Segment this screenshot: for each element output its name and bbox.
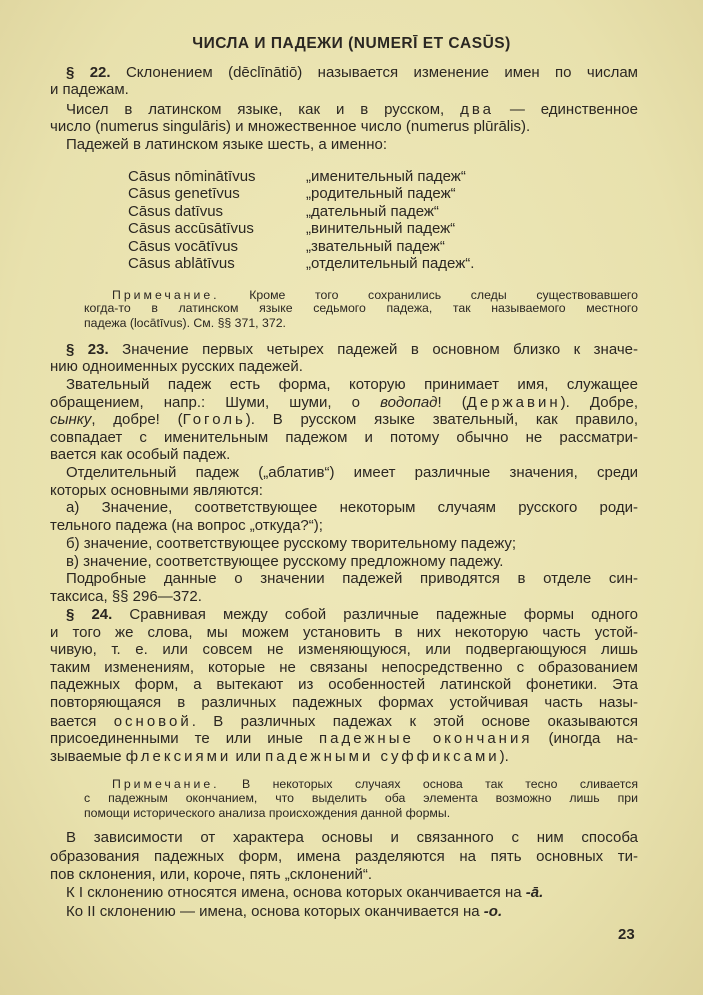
spaced-text: основой xyxy=(113,713,192,730)
case-russian: „винительный падеж“ xyxy=(306,220,456,237)
text: — единственное xyxy=(493,101,638,118)
case-row xyxy=(128,255,648,273)
ending: -o. xyxy=(483,903,503,920)
italic-text: сынку xyxy=(50,411,92,428)
text: ). В русском языке звательный, как правило, xyxy=(245,411,639,428)
text: В некоторых случаях основа так тесно сливается xyxy=(219,777,638,791)
text: К I склонению относятся имена, основа которых оканчивается на xyxy=(66,884,526,901)
s23-line-4 xyxy=(50,394,638,412)
section-number: § 23. xyxy=(66,341,109,358)
text: присоединенными те или иные xyxy=(50,730,319,747)
case-latin: Cāsus vocātīvus xyxy=(128,238,239,255)
section-number: § 22. xyxy=(66,64,111,81)
text: , добре! ( xyxy=(91,411,183,428)
s24-line-1 xyxy=(50,606,638,624)
note1-line-2: когда-то в латинском языке седьмого падежа, так называемого местного xyxy=(84,301,638,315)
case-latin: Cāsus nōminātīvus xyxy=(128,168,256,185)
s24-line-7 xyxy=(50,713,638,731)
s24-line-9 xyxy=(50,748,638,766)
s22-line-2: и падежам. xyxy=(50,81,129,98)
decl-line-4 xyxy=(50,884,638,902)
spaced-text: флексиями xyxy=(125,748,232,765)
text: ). Добре, xyxy=(560,394,638,411)
case-russian: „именительный падеж“ xyxy=(306,168,466,185)
s24-line-2: и того же слова, мы можем установить в них некоторую часть устой- xyxy=(50,624,638,641)
s23-line-15: таксиса, §§ 296—372. xyxy=(50,588,202,605)
text: . В различных падежах к этой основе оказываются xyxy=(191,713,638,730)
case-row xyxy=(128,238,648,256)
text: Чисел в латинском языке, как и в русском, xyxy=(66,101,461,118)
s23-line-9: которых основными являются: xyxy=(50,482,263,499)
s22-line-4: число (numerus singulāris) и множественное число (numerus plūrālis). xyxy=(50,118,531,135)
case-russian: „отделительный падеж“. xyxy=(306,255,475,272)
text: или xyxy=(231,748,266,765)
s23-line-13: в) значение, соответствующее русскому предложному падежу. xyxy=(66,553,504,570)
case-row xyxy=(128,220,648,238)
note-label: Примечание. xyxy=(112,288,220,302)
s23-line-7: вается как особый падеж. xyxy=(50,446,231,463)
section-number: § 24. xyxy=(66,606,113,623)
s23-line-6: совпадает с именительным падежом и потому обычно не рассматри- xyxy=(50,429,638,446)
decl-line-5 xyxy=(50,903,638,921)
ending: -ā. xyxy=(525,884,544,901)
text: зываемые xyxy=(50,748,126,765)
spaced-text: падежные окончания xyxy=(319,730,533,747)
spaced-text: Державин xyxy=(466,394,561,411)
case-latin: Cāsus datīvus xyxy=(128,203,224,220)
s23-line-12: б) значение, соответствующее русскому творительному падежу; xyxy=(66,535,517,552)
s23-line-10: а) Значение, соответствующее некоторым случаям русского роди- xyxy=(66,499,638,516)
decl-line-1: В зависимости от характера основы и связанного с ним способа xyxy=(66,829,638,846)
italic-text: водопад xyxy=(380,394,438,411)
s22-line-3 xyxy=(50,101,638,119)
text: Кроме того сохранились следы существовавшего xyxy=(219,288,638,302)
s24-line-5: падежных форм, а вытекают из особенностей латинской фонетики. Эта xyxy=(50,676,638,693)
note2-line-1 xyxy=(84,777,638,792)
s23-line-14: Подробные данные о значении падежей приводятся в отделе син- xyxy=(66,570,638,587)
case-russian: „дательный падеж“ xyxy=(306,203,439,220)
s22-line-5: Падежей в латинском языке шесть, а именно: xyxy=(66,136,387,153)
case-latin: Cāsus genetīvus xyxy=(128,185,240,202)
spaced-text: Гоголь xyxy=(182,411,246,428)
note-label: Примечание. xyxy=(112,777,220,791)
case-row xyxy=(128,203,648,221)
s23-line-8: Отделительный падеж („аблатив“) имеет различные значения, среди xyxy=(66,464,638,481)
s24-line-6: повторяющаяся в различных падежных формах устойчивая часть назы- xyxy=(50,694,638,711)
note2-line-3: помощи исторического анализа происхождения данной формы. xyxy=(84,806,451,820)
s22-line-1 xyxy=(50,64,638,82)
case-russian: „родительный падеж“ xyxy=(306,185,456,202)
decl-line-2: образования падежных форм, имена разделяются на пять основных ти- xyxy=(50,848,638,865)
s24-line-8 xyxy=(50,730,638,748)
spaced-text: падежными суффиксами xyxy=(265,748,500,765)
case-latin: Cāsus ablātīvus xyxy=(128,255,235,272)
s23-line-3: Звательный падеж есть форма, которую принимает имя, служащее xyxy=(66,376,638,393)
s23-line-1 xyxy=(50,341,638,359)
s23-line-2: нию одноименных русских падежей. xyxy=(50,358,303,375)
text: (иногда на- xyxy=(532,730,638,747)
case-latin: Cāsus accūsātīvus xyxy=(128,220,254,237)
text: Склонением (dēclīnātiō) называется изменение имен по числам xyxy=(110,64,638,81)
case-russian: „звательный падеж“ xyxy=(306,238,445,255)
case-row xyxy=(128,168,648,186)
text: Ко II склонению — имена, основа которых оканчивается на xyxy=(66,903,484,920)
case-row xyxy=(128,185,648,203)
text: ! ( xyxy=(437,394,467,411)
decl-line-3: пов склонения, или, короче, пять „склонений“. xyxy=(50,866,373,883)
note1-line-3: падежа (locātīvus). См. §§ 371, 372. xyxy=(84,316,286,330)
text: ). xyxy=(499,748,509,765)
page-number: 23 xyxy=(618,926,635,943)
text: Значение первых четырех падежей в основном близко к значе- xyxy=(108,341,638,358)
note2-line-2: с падежным окончанием, что выделить оба элемента возможно лишь при xyxy=(84,791,638,805)
text: Сравнивая между собой различные падежные формы одного xyxy=(112,606,638,623)
s24-line-4: таким изменениям, которые не связаны непосредственно с образованием xyxy=(50,659,638,676)
spaced-text: два xyxy=(460,101,494,118)
s24-line-3: чивую, т. е. или совсем не изменяющуюся, или подвергающуюся лишь xyxy=(50,641,638,658)
s23-line-5 xyxy=(50,411,638,429)
s23-line-11: тельного падежа (на вопрос „откуда?“); xyxy=(50,517,323,534)
text: обращением, напр.: Шуми, шуми, о xyxy=(50,394,381,411)
page-title: ЧИСЛА И ПАДЕЖИ (NUMERĪ ET CASŪS) xyxy=(192,35,511,52)
text: вается xyxy=(50,713,114,730)
